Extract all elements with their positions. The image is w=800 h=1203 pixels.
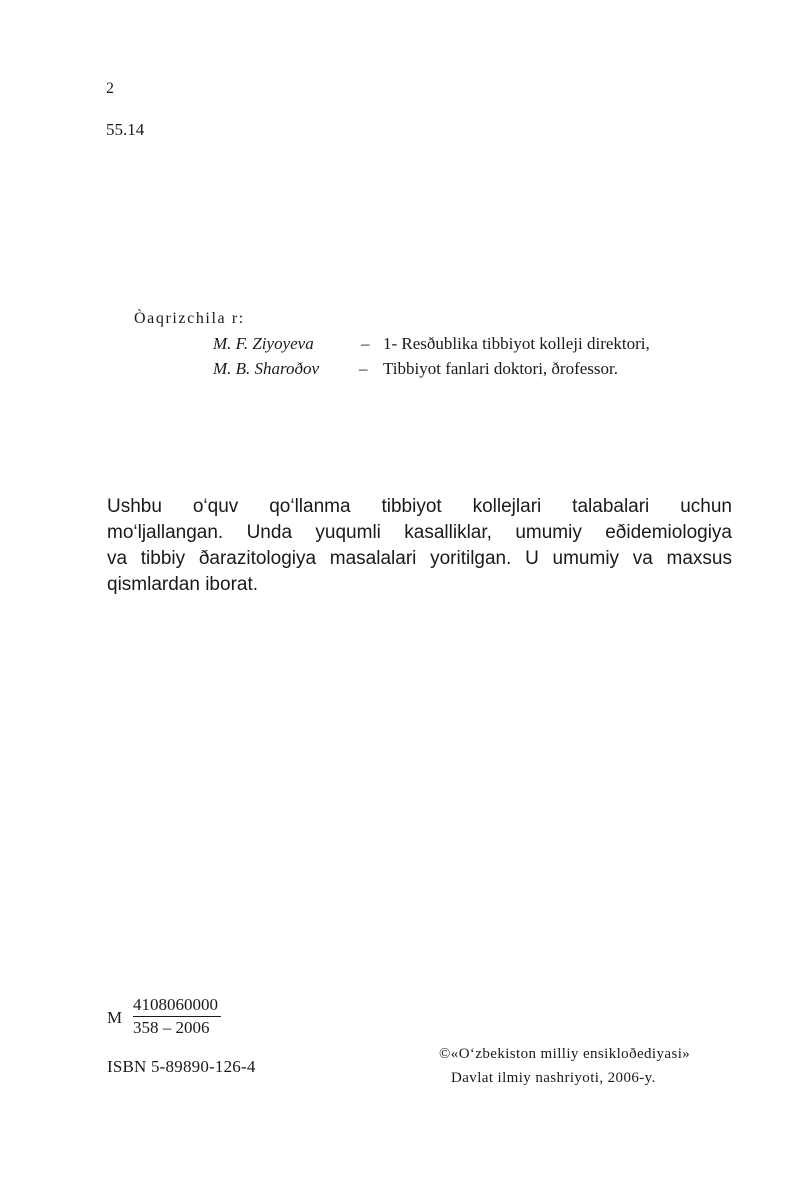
catalog-index-denominator: 358 – 2006 xyxy=(133,1018,210,1037)
catalog-index-numerator: 4108060000 xyxy=(133,995,221,1017)
abstract-line: qismlardan iborat. xyxy=(107,574,259,595)
copyright-line-1: ©«O‘zbekiston milliy ensikloðediyasi» xyxy=(439,1046,691,1062)
reviewer-dash: – xyxy=(359,359,368,378)
abstract-line: mo‘ljallangan. Unda yuqumli kasalliklar, umumiy eðidemiologiya xyxy=(107,522,732,543)
copyright-line-2: Davlat ilmiy nashriyoti, 2006-y. xyxy=(451,1070,656,1086)
reviewers-heading: Òaqrizchila r: xyxy=(134,310,245,327)
reviewer-role: 1- Resðublika tibbiyot kolleji direktori, xyxy=(383,334,650,353)
abstract-line: va tibbiy ðarazitologiya masalalari yoritilgan. U umumiy va maxsus xyxy=(107,548,732,569)
reviewer-dash: – xyxy=(361,334,370,353)
abstract-line: Ushbu o‘quv qo‘llanma tibbiyot kollejlari talabalari uchun xyxy=(107,496,732,517)
reviewer-name: M. F. Ziyoyeva xyxy=(213,334,314,353)
isbn: ISBN 5-89890-126-4 xyxy=(107,1057,256,1076)
udk-code: 55.14 xyxy=(106,120,145,139)
reviewer-name: M. B. Sharoðov xyxy=(213,359,320,378)
page-number: 2 xyxy=(106,80,114,97)
abstract-paragraph xyxy=(107,494,732,598)
catalog-index-fraction xyxy=(133,995,221,1038)
reviewer-role: Tibbiyot fanlari doktori, ðrofessor. xyxy=(383,359,618,378)
catalog-index-letter: M xyxy=(107,1008,123,1027)
